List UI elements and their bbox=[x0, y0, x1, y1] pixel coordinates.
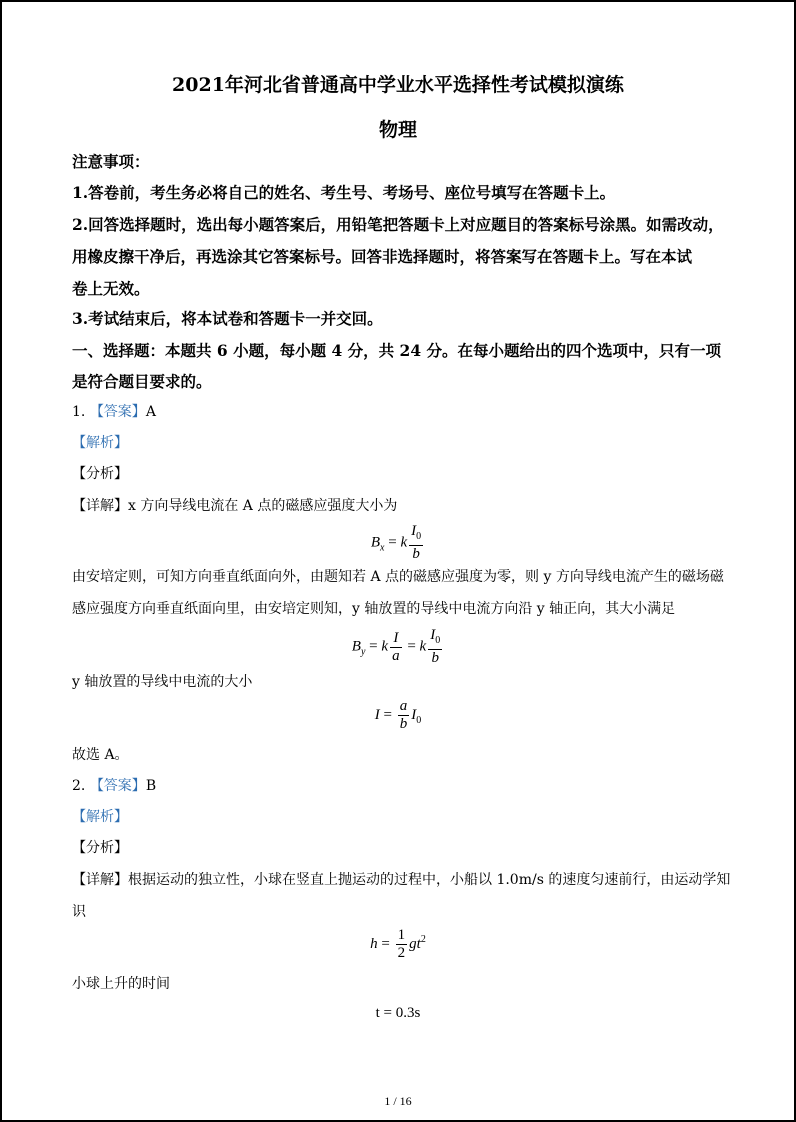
q1-analysis-tag: 【解析】 bbox=[72, 435, 128, 451]
formula-bx: $B_x = k$ $\frac{I_0}{b}$ bbox=[370, 523, 422, 562]
formula-t: t = 0.3s bbox=[375, 1005, 421, 1021]
notes-item-2-line-1: 2.回答选择题时，选出每小题答案后，用铅笔把答题卡上对应题目的答案标号涂黑。如需改动， bbox=[72, 215, 724, 234]
q1-conclusion: 故选 A。 bbox=[72, 747, 129, 763]
q1-para2-line-2: 感应强度方向垂直纸面向里，由安培定则知，y 轴放置的导线中电流方向沿 y 轴正向，其大小满足 bbox=[72, 601, 676, 617]
subject-title: 物理 bbox=[378, 119, 417, 141]
formula-by: $B_y = k$ $\frac{I}{a}$ = k $\frac{I_0}{b}$ bbox=[351, 627, 441, 666]
q2-detail-tag: 【详解】 bbox=[72, 872, 128, 888]
notes-item-3: 3.考试结束后，将本试卷和答题卡一并交回。 bbox=[72, 309, 383, 328]
q2-para2: 小球上升的时间 bbox=[72, 976, 170, 992]
q2-answer-tag: 【答案】 bbox=[89, 778, 146, 794]
q2-number: 2. bbox=[72, 778, 86, 794]
q1-detail-tag: 【详解】 bbox=[72, 498, 128, 514]
section-heading-line-2: 是符合题目要求的。 bbox=[72, 372, 212, 391]
notes-item-2-line-3: 卷上无效。 bbox=[72, 279, 150, 298]
notes-item-1: 1.答卷前，考生务必将自己的姓名、考生号、考场号、座位号填写在答题卡上。 bbox=[72, 183, 616, 202]
q1-detail-text: x 方向导线电流在 A 点的磁感应强度大小为 bbox=[128, 498, 398, 514]
q1-para2-line-1: 由安培定则，可知方向垂直纸面向外，由题知若 A 点的磁感应强度为零，则 y 方向导线电流产生的磁场磁 bbox=[72, 569, 724, 585]
q2-detail-line-2: 识 bbox=[72, 904, 86, 920]
q2-fenxi-tag: 【分析】 bbox=[72, 840, 128, 856]
q1-fenxi-tag: 【分析】 bbox=[72, 466, 128, 482]
notes-heading: 注意事项： bbox=[72, 152, 150, 171]
section-heading-line-1: 一、选择题：本题共 6 小题，每小题 4 分，共 24 分。在每小题给出的四个选项中，只有一项 bbox=[72, 341, 722, 360]
q2-detail-line-1 bbox=[72, 869, 731, 889]
q2-answer-line bbox=[72, 775, 724, 795]
q1-number: 1. bbox=[72, 404, 86, 420]
formula-i: I = $\frac{a}{b}$ $I_0$ bbox=[374, 698, 422, 732]
page-number: 1 / 16 bbox=[384, 1094, 412, 1108]
q1-answer: A bbox=[145, 404, 156, 420]
formula-h: h = $\frac{1}{2}$ $gt^2$ bbox=[370, 927, 426, 961]
q1-answer-line bbox=[72, 401, 724, 421]
q1-detail-line bbox=[72, 495, 724, 515]
q1-para3: y 轴放置的导线中电流的大小 bbox=[72, 674, 253, 690]
q2-analysis-tag: 【解析】 bbox=[72, 809, 128, 825]
page-title: 2021年河北省普通高中学业水平选择性考试模拟演练 bbox=[172, 74, 624, 96]
q2-answer: B bbox=[145, 778, 157, 794]
q2-detail-text: 根据运动的独立性，小球在竖直上抛运动的过程中，小船以 1.0m/s 的速度匀速前行，由运动学知 bbox=[128, 872, 731, 888]
notes-item-2-line-2: 用橡皮擦干净后，再选涂其它答案标号。回答非选择题时，将答案写在答题卡上。写在本试 bbox=[72, 247, 693, 266]
q1-answer-tag: 【答案】 bbox=[89, 404, 146, 420]
